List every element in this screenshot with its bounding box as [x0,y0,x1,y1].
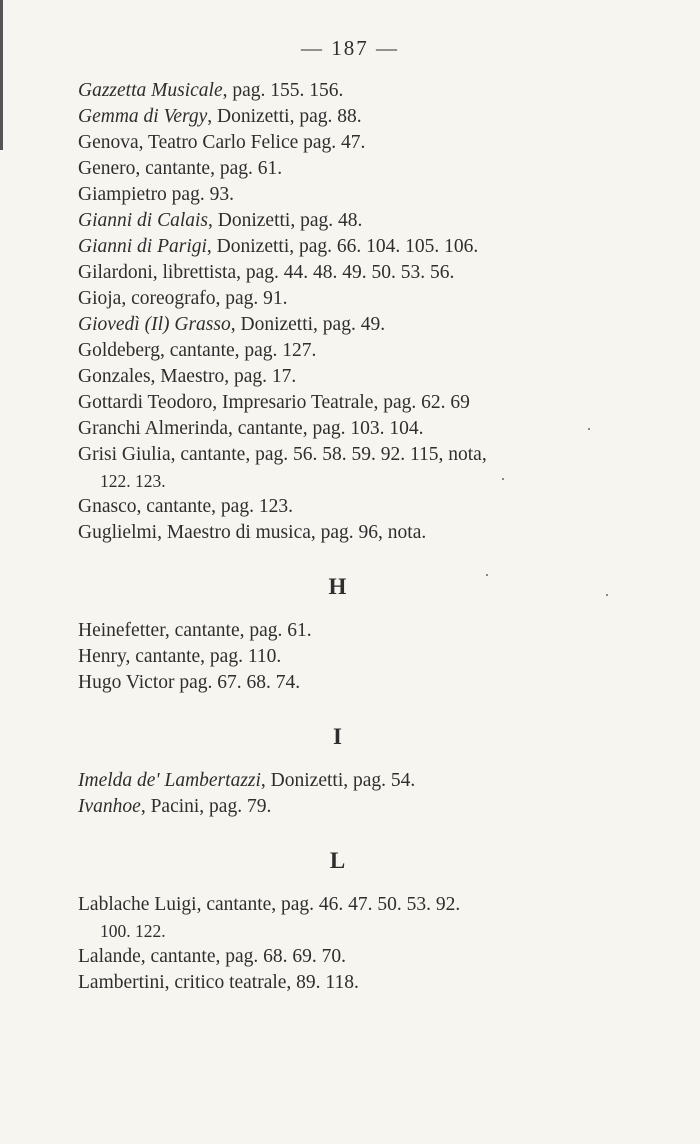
index-entry [78,286,598,312]
index-entry [78,970,598,996]
index-entry [78,364,598,390]
entry-title: Gazzetta Musicale [78,80,223,101]
index-entry [78,944,598,970]
index-entry [78,156,598,182]
index-group-l [78,892,598,996]
index-group-g [78,78,598,546]
index-entry [78,312,598,338]
index-entry [78,892,598,918]
index-entry-continuation: 100. 122. [100,921,166,941]
entry-text: , pag. 155. 156. [222,80,344,101]
entry-text: Genero, cantante, pag. 61. [78,158,283,179]
entry-title: Imelda de' Lambertazzi [78,770,261,791]
entry-text: Gottardi Teodoro, Impresario Teatrale, pag. 62. 69 [78,392,470,413]
section-letter-l: L [329,848,347,873]
entry-text: Grisi Giulia, cantante, pag. 56. 58. 59. 92. 115, nota, [78,444,487,465]
entry-text: , Donizetti, pag. 54. [260,770,416,791]
index-entry [78,644,598,670]
page-number: — 187 — [301,36,399,60]
entry-text: , Donizetti, pag. 88. [207,106,362,127]
index-entry [78,494,598,520]
section-letter-i: I [333,724,343,749]
book-spine-edge [0,0,3,150]
index-entry [78,208,598,234]
index-entry [78,768,598,794]
entry-text: Gonzales, Maestro, pag. 17. [78,366,297,387]
print-speck [486,574,488,576]
entry-text: , Donizetti, pag. 49. [230,314,386,335]
index-entry [78,338,598,364]
entry-title: Gianni di Calais [78,210,209,231]
index-entry [78,670,598,696]
entry-text: , Donizetti, pag. 48. [208,210,363,231]
entry-title: Ivanhoe [78,796,141,817]
entry-text: Granchi Almerinda, cantante, pag. 103. 104. [78,418,424,439]
section-letter-h: H [328,574,348,599]
entry-text: Lalande, cantante, pag. 68. 69. 70. [78,946,347,967]
entry-text: Gilardoni, librettista, pag. 44. 48. 49. 50. 53. 56. [78,262,455,283]
entry-text: Lablache Luigi, cantante, pag. 46. 47. 50. 53. 92. [78,894,461,915]
index-content [78,78,598,996]
index-entry [78,520,598,546]
index-entry [78,234,598,260]
entry-text: Genova, Teatro Carlo Felice pag. 47. [78,132,366,153]
entry-text: Hugo Victor pag. 67. 68. 74. [78,672,301,693]
index-entry [78,618,598,644]
index-entry-continuation: 122. 123. [100,471,166,491]
index-entry [78,78,598,104]
print-speck [606,594,608,596]
index-entry [78,442,598,468]
index-entry [78,260,598,286]
entry-text: Goldeberg, cantante, pag. 127. [78,340,317,361]
index-entry [78,182,598,208]
index-entry [78,390,598,416]
entry-text: Giampietro pag. 93. [78,184,234,205]
entry-text: Lambertini, critico teatrale, 89. 118. [78,972,359,993]
print-speck [502,478,504,480]
index-entry [78,130,598,156]
entry-text: , Donizetti, pag. 66. 104. 105. 106. [206,236,479,257]
entry-text: Henry, cantante, pag. 110. [78,646,282,667]
entry-title: Giovedì (Il) Grasso [78,314,231,335]
print-speck [588,428,590,430]
entry-text: Gnasco, cantante, pag. 123. [78,496,293,517]
index-group-h [78,618,598,696]
entry-text: Gioja, coreografo, pag. 91. [78,288,288,309]
index-entry [78,104,598,130]
entry-text: Heinefetter, cantante, pag. 61. [78,620,312,641]
entry-title: Gemma di Vergy [78,106,208,127]
entry-text: , Pacini, pag. 79. [140,796,272,817]
index-entry [78,794,598,820]
entry-text: Guglielmi, Maestro di musica, pag. 96, nota. [78,522,427,543]
entry-title: Gianni di Parigi [78,236,207,257]
index-entry [78,416,598,442]
index-group-i [78,768,598,820]
